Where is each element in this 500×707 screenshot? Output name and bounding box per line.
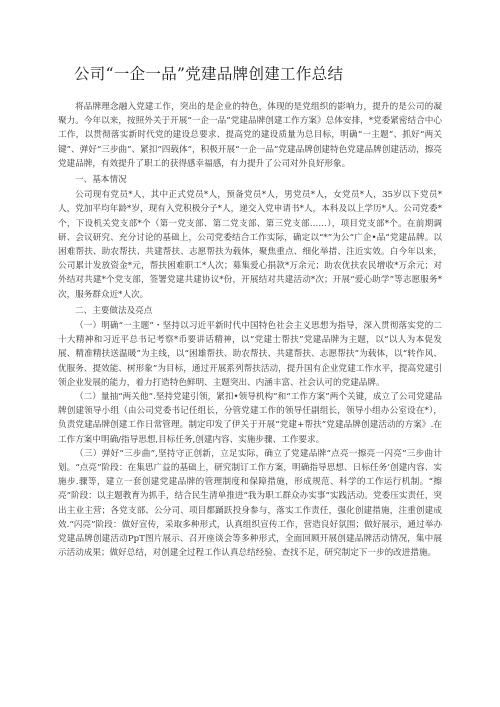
- practice-paragraph-one-theme: （一）明确“一主题”・坚持以习近平新时代中国特色社会主义思想为指导，深入贯彻落实党的二十大精神和习近平总书记考察*币要讲话精神，以“党建士帮扶”党建品牌为主题，以“以人为本促发展、精准精扶送温暖”为主线，以“困雄帮扶、助农帮扶、共建帮扶、志愿帮扶”为载体，以“转作风、优服务、提效能、树形象”为目标，通过开展系列帮扶活动，提升国有企业党建工作水平，提高党建引领企业发展的能力，着力打造特色鲜明、主题突出、内涵丰富、社会认可的党建品牌。: [58, 321, 442, 388]
- practice-paragraph-three-steps: （三）弹好“三步曲”,坚持守正创新，立足实际，确立了党建品牌“点亮一擦亮一闪亮”三步曲计划。“点亮”阶段：在集思广益的基础上，研究制订工作方案，明确指导思想、日标任务’创建内容、实施步.骤等，建立一套创建党建品牌的管理制度和保障措施，形成规范、科学的工作运行机制。“擦亮”阶段：以主题教育为抓手，结合民生清单推进“我为职工群众办实事”实践活动。党委压实责任，突出主业主营；各党支部、公分司、项目都踊跃投身参与，落实工作责任，强化创建措施，注重创建成效.“闪亮”阶段：做好宣传，采取多种形式，认真组织宣传工作，营造良好氛围；做好展示，通过举办党建品牌创建活动PpT图片展示、召开座谈会等多种形式，全面回顾开展创建品牌活动情况，集中展示活动成果；做好总结，对创建全过程工作认真总结经验、查找不足，研究制定下一步的改进措施。: [58, 448, 442, 559]
- section-heading-basic-situation: 一、基本情况: [75, 175, 127, 186]
- intro-paragraph: 将品牌理念融入党建工作，突出的是企业的特色，体现的是党组织的影响力，提升的是公司的凝聚力。今年以来，按照外关于开展“一企一品”党建品牌创建工作方案》总体安排，*党委紧密结合中心工作，以贯彻落实新时代党的建设总要求、提高党的建设质量为总目标，明确“一主题”、抓好“两关键”、弹好“三步曲”、紧扣“四载体”，积极开展“一企一品”党建品牌创建特色党建品牌创建活动，擦亮党建品牌，有效提升了职工的获得感幸福感，有力提升了公司对外良好形象。: [58, 102, 442, 169]
- section-heading-main-practices: 二、主要做法及亮点: [75, 305, 153, 316]
- practice-paragraph-two-keys: （二）量抽“两关他”.坚持党建引领，紧扣•领导机构”和“工作方案”两个关键，成立了公司党建品牌创建领导小组（由公司党委书记任组长，分管党建工作的领导任副组长，领导小组办公室设在*），负责党建品牌创建工作日常管理。制定印发了伊关于开展“党建+帮扶”党建品牌创建活动的方案》.在工作方案中明确/指导思想,目标任务,创建内容、实施步骤、工作要求。: [58, 392, 442, 445]
- document-title: 公司“一企一品”党建品牌创建工作总结: [74, 65, 344, 83]
- basic-situation-paragraph: 公司现有党员*人，其中正式党员*人，预备党员*人，男党员*人，女党员*人，35岁以下党员*人，党加平均年龄*岁，现有入党积极分子*人，递交入党申请书*人，本科及以上学历*人。公司党委*个，下设机关党支部*个（第一党支部、第二党支部、第三党支部……），项目党支部*个。在前期调研、会议研究、充分讨论的基础上，公司党委结合工作实际，确定以“*”为公“广企•品”党建品牌。以困难帮扶、助农帮扶、共建帮扶、志愿帮扶为载体，聚焦重点、细化举措、注近实效。白今年以来，公司累计发放资金*元，帮扶困难职工*人次；募集爱心捐款*万余元；助农优扶农民增收*万余元；对外结对共建*个党支部，签署党建共建协议*份，开展结对共建活动*次；开展“爱心助学”等志愿服务*次，服务群众近*人次。: [58, 190, 442, 300]
